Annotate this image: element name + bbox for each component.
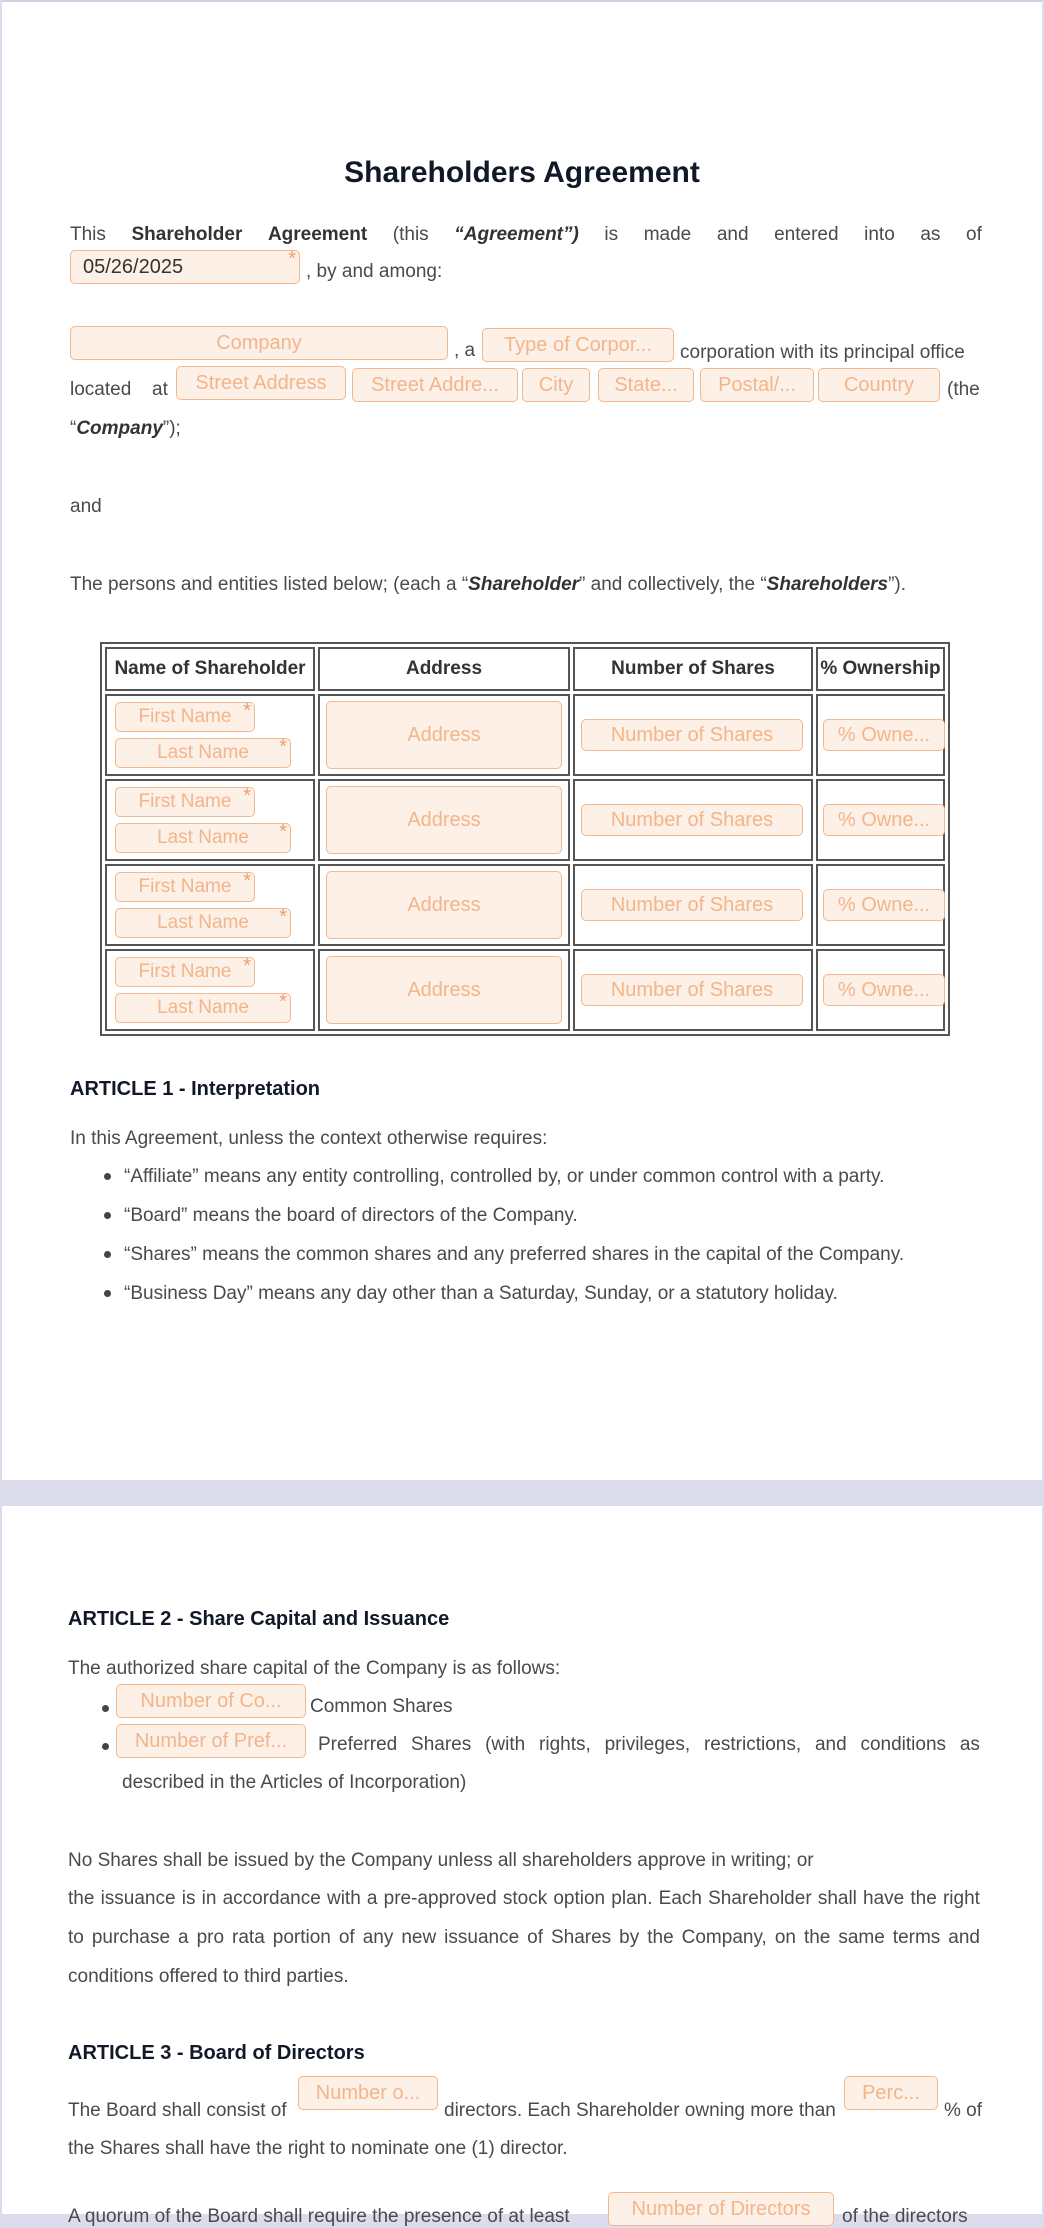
no-shares-text: No Shares shall be issued by the Company unless all shareholders approve in writing; or [68, 1850, 814, 1871]
bullet-marker [104, 1212, 111, 1219]
ownership-field[interactable]: % Owne... [823, 804, 945, 836]
company-definition: “Company”); [70, 418, 181, 439]
article-3-heading: ARTICLE 3 - Board of Directors [68, 2042, 365, 2064]
company-name-field[interactable]: Company [70, 326, 448, 360]
document-title: Shareholders Agreement [344, 156, 700, 189]
first-name-field[interactable]: First Name * [115, 702, 255, 732]
preferred-shares-line-2: described in the Articles of Incorporation) [122, 1772, 467, 1793]
shareholder-address-field[interactable]: Address [326, 701, 562, 769]
bullet-marker [102, 1743, 109, 1750]
number-of-shares-cell [573, 779, 813, 861]
first-name-field[interactable]: First Name * [115, 872, 255, 902]
last-name-field[interactable]: Last Name * [115, 738, 291, 768]
number-of-shares-field[interactable]: Number of Shares [581, 804, 803, 836]
shareholder-address-cell [318, 694, 570, 776]
shareholder-address-field[interactable]: Address [326, 786, 562, 854]
shareholder-table [100, 642, 950, 1036]
required-asterisk: * [288, 250, 296, 270]
shareholder-address-field[interactable]: Address [326, 871, 562, 939]
table-row [105, 864, 945, 946]
shareholder-address-cell [318, 779, 570, 861]
street-address-2-field[interactable]: Street Addre... [352, 368, 518, 402]
board-text-line-2: the Shares shall have the right to nominate one (1) director. [68, 2138, 568, 2159]
country-field[interactable]: Country [818, 368, 940, 402]
required-asterisk: * [243, 702, 251, 722]
common-shares-label: Common Shares [310, 1696, 453, 1717]
shareholder-name-cell [105, 949, 315, 1031]
bullet-marker [102, 1705, 109, 1712]
first-name-field[interactable]: First Name * [115, 787, 255, 817]
issuance-line-3: conditions offered to third parties. [68, 1966, 349, 1987]
required-asterisk: * [279, 738, 287, 758]
state-field[interactable]: State... [598, 368, 694, 402]
column-header-name: Name of Shareholder [105, 647, 315, 691]
required-asterisk: * [243, 872, 251, 892]
required-asterisk: * [279, 823, 287, 843]
and-text: and [70, 496, 102, 517]
preferred-shares-line: Preferred Shares (with rights, privileges, restrictions, and conditions as [318, 1734, 980, 1755]
located-text: located [70, 379, 132, 400]
city-field[interactable]: City [522, 368, 590, 402]
preferred-shares-count-field[interactable]: Number of Pref... [116, 1724, 306, 1758]
article-2-lead: The authorized share capital of the Company is as follows: [68, 1658, 561, 1679]
quorum-text-post: of the directors [842, 2206, 968, 2227]
shareholder-address-field[interactable]: Address [326, 956, 562, 1024]
document-page-2 [2, 1506, 1042, 2227]
article-1-lead: In this Agreement, unless the context otherwise requires: [70, 1128, 548, 1149]
corporation-tail-text: corporation with its principal office [680, 342, 965, 363]
shareholder-table-body [105, 694, 945, 1031]
column-header-address: Address [318, 647, 570, 691]
table-row [105, 949, 945, 1031]
ownership-field[interactable]: % Owne... [823, 889, 945, 921]
table-row [105, 694, 945, 776]
shareholder-name-cell [105, 694, 315, 776]
street-address-field[interactable]: Street Address [176, 366, 346, 400]
number-of-directors-field[interactable]: Number o... [298, 2076, 438, 2110]
persons-paragraph: The persons and entities listed below; (each a “Shareholder” and collectively, the “Shareholders”). [70, 574, 907, 595]
required-asterisk: * [243, 787, 251, 807]
ownership-cell [816, 694, 945, 776]
last-name-field[interactable]: Last Name * [115, 823, 291, 853]
article-1-bullet: “Business Day” means any day other than a Saturday, Sunday, or a statutory holiday. [124, 1283, 838, 1304]
bullet-marker [104, 1251, 111, 1258]
required-asterisk: * [279, 908, 287, 928]
ownership-cell [816, 779, 945, 861]
document-page-1 [2, 0, 1042, 1480]
required-asterisk: * [279, 993, 287, 1013]
issuance-line-2: to purchase a pro rata portion of any new issuance of Shares by the Company, on the same terms and [68, 1927, 980, 1948]
article-1-heading: ARTICLE 1 - Interpretation [70, 1078, 321, 1100]
at-text: at [152, 379, 168, 400]
article-2-heading: ARTICLE 2 - Share Capital and Issuance [68, 1608, 450, 1630]
number-of-shares-field[interactable]: Number of Shares [581, 889, 803, 921]
table-header-row [105, 647, 945, 691]
intro-line: This Shareholder Agreement (this “Agreement”) is made and entered into as of [70, 224, 982, 245]
number-of-shares-cell [573, 864, 813, 946]
comma-a-text: , a [454, 340, 476, 361]
column-header-ownership: % Ownership [816, 647, 945, 691]
bullet-marker [104, 1173, 111, 1180]
shareholder-name-cell [105, 779, 315, 861]
last-name-field[interactable]: Last Name * [115, 908, 291, 938]
ownership-percentage-field[interactable]: Perc... [844, 2076, 938, 2110]
agreement-date-field[interactable]: 05/26/2025 * [70, 250, 300, 284]
last-name-field[interactable]: Last Name * [115, 993, 291, 1023]
the-text: (the [947, 379, 980, 400]
board-text-mid: directors. Each Shareholder owning more than [444, 2100, 836, 2121]
issuance-line-1: the issuance is in accordance with a pre-approved stock option plan. Each Shareholder shall have the right [68, 1888, 980, 1909]
shareholder-name-cell [105, 864, 315, 946]
first-name-field[interactable]: First Name * [115, 957, 255, 987]
number-of-shares-field[interactable]: Number of Shares [581, 719, 803, 751]
number-of-shares-cell [573, 949, 813, 1031]
bullet-marker [104, 1290, 111, 1297]
corporation-type-field[interactable]: Type of Corpor... [482, 328, 674, 362]
quorum-directors-field[interactable]: Number of Directors [608, 2192, 834, 2226]
intro-after-date: , by and among: [306, 261, 443, 282]
article-1-bullet: “Board” means the board of directors of the Company. [124, 1205, 578, 1226]
shareholder-address-cell [318, 949, 570, 1031]
number-of-shares-cell [573, 694, 813, 776]
number-of-shares-field[interactable]: Number of Shares [581, 974, 803, 1006]
article-1-bullet: “Affiliate” means any entity controlling, controlled by, or under common control with a party. [124, 1166, 885, 1187]
required-asterisk: * [243, 957, 251, 977]
common-shares-count-field[interactable]: Number of Co... [116, 1684, 306, 1718]
ownership-field[interactable]: % Owne... [823, 719, 945, 751]
board-text-post: % of [944, 2100, 983, 2121]
ownership-cell [816, 949, 945, 1031]
column-header-shares: Number of Shares [573, 647, 813, 691]
article-1-bullet: “Shares” means the common shares and any preferred shares in the capital of the Company. [124, 1244, 905, 1265]
ownership-cell [816, 864, 945, 946]
postal-code-field[interactable]: Postal/... [700, 368, 814, 402]
table-row [105, 779, 945, 861]
board-text-pre: The Board shall consist of [68, 2100, 287, 2121]
shareholder-address-cell [318, 864, 570, 946]
ownership-field[interactable]: % Owne... [823, 974, 945, 1006]
quorum-text-pre: A quorum of the Board shall require the presence of at least [68, 2206, 570, 2227]
